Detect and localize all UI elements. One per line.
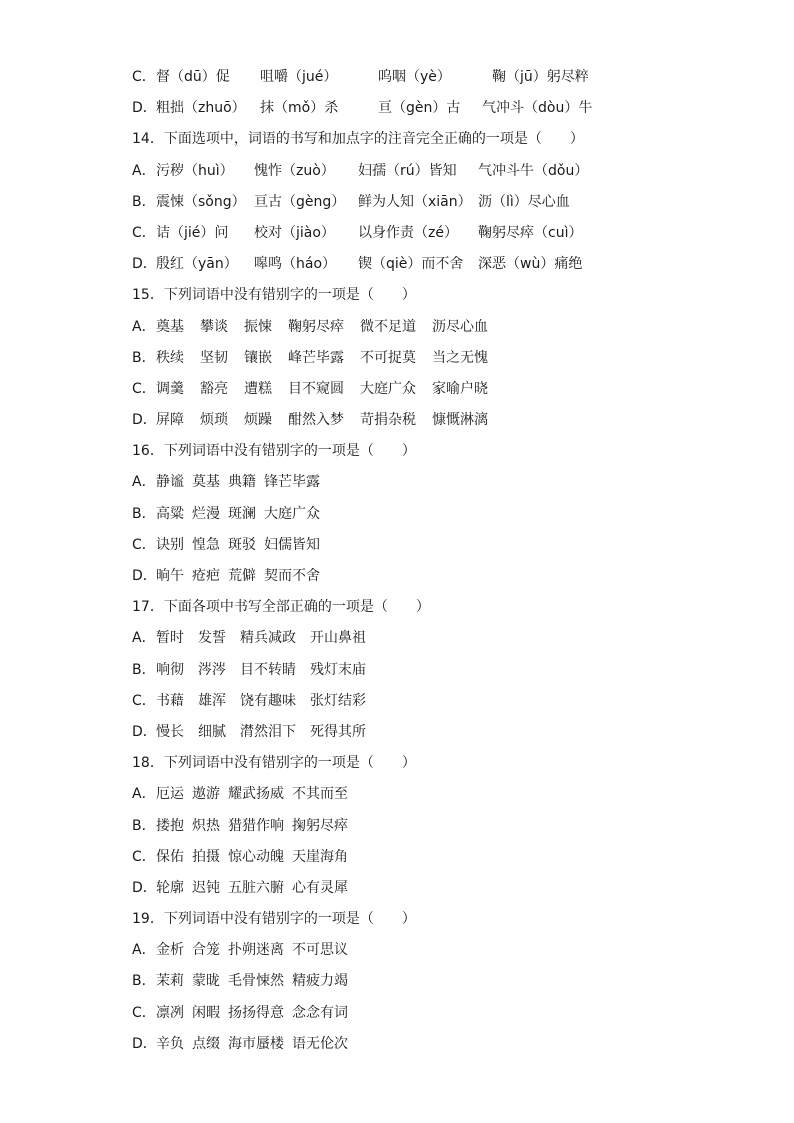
- option-word: 锲（qiè）而不舍: [358, 256, 464, 273]
- option-word: 愧怍（zuò）: [254, 162, 335, 179]
- option-word: 鞠躬尽瘁: [288, 318, 344, 335]
- option-word: 细腻: [198, 723, 226, 740]
- q18-option-a: [132, 779, 732, 810]
- option-word: 秩续: [156, 349, 184, 366]
- q18-title: 18．下列词语中没有错别字的一项是（ ）: [132, 755, 416, 772]
- option-word: 鲜为人知（xiān）: [358, 193, 472, 210]
- option-word: 妇孺（rú）皆知: [358, 162, 457, 179]
- option-word: 耀武扬威: [228, 786, 284, 803]
- option-word: 迟钝: [192, 879, 220, 896]
- q15-option-c: [132, 374, 732, 405]
- option-word: 扑朔迷离: [228, 942, 284, 959]
- option-word: 死得其所: [310, 723, 366, 740]
- option-word: 惊心动魄: [228, 848, 284, 865]
- option-word: 典籍: [228, 474, 256, 491]
- option-word: 苛捐杂税: [360, 412, 416, 429]
- q18-option-d: [132, 873, 732, 904]
- option-label: D．: [132, 568, 157, 584]
- q14-option-b: [132, 187, 732, 218]
- option-label: A．: [132, 630, 156, 647]
- q16-option-b: [132, 499, 732, 530]
- option-word: 拍摄: [192, 848, 220, 865]
- q17-option-d: [132, 717, 732, 748]
- option-word: 家喻户晓: [432, 380, 488, 397]
- option-word: 调羹: [156, 380, 184, 397]
- option-word: 残灯末庙: [310, 661, 366, 678]
- q19-title: 19．下列词语中没有错别字的一项是（ ）: [132, 911, 416, 928]
- option-word: 精兵减政: [240, 630, 296, 647]
- option-word: 厄运: [156, 786, 184, 803]
- option-word: 奠基: [156, 318, 184, 335]
- option-label: B．: [132, 505, 156, 522]
- option-word: 开山鼻祖: [310, 630, 366, 647]
- option-label: D．: [132, 1035, 157, 1052]
- option-word: 疮疤: [192, 568, 220, 584]
- option-word: 抹（mǒ）杀: [260, 100, 339, 117]
- option-word: 搂抱: [156, 817, 184, 834]
- option-word: 涔涔: [198, 661, 226, 678]
- option-word: 攀谈: [200, 318, 228, 335]
- option-word: 沥尽心血: [432, 318, 488, 335]
- option-word: 以身作责（zé）: [358, 224, 458, 241]
- option-word: 目不窥圆: [288, 380, 344, 397]
- option-word: 毛骨悚然: [228, 973, 284, 990]
- option-label: D．: [132, 100, 157, 117]
- option-word: 烂漫: [192, 505, 220, 522]
- option-word: 督（dū）促: [156, 69, 230, 85]
- option-word: 亘（gèn）古: [378, 100, 461, 117]
- option-label: D．: [132, 879, 157, 896]
- option-word: 校对（jiào）: [254, 224, 335, 241]
- option-word: 粗拙（zhuō）: [156, 100, 246, 117]
- option-word: 嗥鸣（háo）: [254, 256, 337, 273]
- question-list: [132, 62, 732, 1060]
- q13-option-d: [132, 93, 732, 124]
- q15-title: 15．下列词语中没有错别字的一项是（ ）: [132, 287, 416, 304]
- option-label: A．: [132, 162, 156, 179]
- q17-option-a: [132, 623, 732, 654]
- option-label: B．: [132, 349, 156, 366]
- option-word: 精疲力竭: [292, 973, 348, 990]
- option-word: 鞠（jū）躬尽粹: [492, 69, 589, 85]
- option-word: 不可思议: [292, 942, 348, 959]
- option-word: 坚韧: [200, 349, 228, 366]
- option-word: 目不转睛: [240, 661, 296, 678]
- option-label: C．: [132, 224, 156, 241]
- option-word: 诀别: [156, 536, 184, 553]
- option-label: C．: [132, 380, 156, 397]
- q18-option-b: [132, 811, 732, 842]
- option-word: 五脏六腑: [228, 879, 284, 896]
- option-word: 辛负: [156, 1035, 184, 1052]
- option-word: 发誓: [198, 630, 226, 647]
- q17-option-c: [132, 686, 732, 717]
- option-word: 契而不舍: [264, 568, 320, 584]
- option-word: 蒙昽: [192, 973, 220, 990]
- option-word: 海市蜃楼: [228, 1035, 284, 1052]
- option-word: 烦琐: [200, 412, 228, 429]
- q19-option-a: [132, 935, 732, 966]
- option-word: 斑澜: [228, 505, 256, 522]
- option-word: 静谧: [156, 474, 184, 491]
- option-label: B．: [132, 193, 156, 210]
- option-word: 振悚: [244, 318, 272, 335]
- option-word: 豁亮: [200, 380, 228, 397]
- q15-option-b: [132, 343, 732, 374]
- option-word: 深恶（wù）痛绝: [478, 256, 583, 273]
- option-word: 峰芒毕露: [288, 349, 344, 366]
- option-word: 大庭广众: [264, 505, 320, 522]
- option-word: 猎猎作响: [228, 817, 284, 834]
- q14-title: 14．下面选项中，词语的书写和加点字的注音完全正确的一项是（ ）: [132, 131, 584, 148]
- option-word: 书藉: [156, 692, 184, 709]
- option-word: 烦躁: [244, 412, 272, 429]
- option-word: 遭糕: [244, 380, 272, 397]
- option-word: 污秽（huì）: [156, 162, 234, 179]
- option-word: 呜咽（yè）: [378, 69, 451, 85]
- q16-option-c: [132, 530, 732, 561]
- option-word: 凛冽: [156, 1004, 184, 1021]
- option-word: 高粱: [156, 505, 184, 522]
- option-word: 不其而至: [292, 786, 348, 803]
- q16-option-a: [132, 467, 732, 498]
- q19-option-b: [132, 966, 732, 997]
- option-word: 天崖海角: [292, 848, 348, 865]
- option-word: 饶有趣味: [240, 692, 296, 709]
- option-word: 保佑: [156, 848, 184, 865]
- option-word: 轮廓: [156, 879, 184, 896]
- option-word: 慷慨淋漓: [432, 412, 488, 429]
- option-label: B．: [132, 661, 156, 678]
- option-word: 暂时: [156, 630, 184, 647]
- option-word: 念念有词: [292, 1004, 348, 1021]
- q13-option-c: [132, 62, 732, 93]
- option-label: D．: [132, 256, 157, 273]
- option-label: C．: [132, 69, 156, 85]
- option-word: 荒僻: [228, 568, 256, 584]
- q19-option-d: [132, 1029, 732, 1060]
- option-word: 响彻: [156, 661, 184, 678]
- option-word: 潸然泪下: [240, 723, 296, 740]
- option-label: A．: [132, 318, 156, 335]
- option-label: B．: [132, 817, 156, 834]
- option-word: 心有灵犀: [292, 879, 348, 896]
- option-word: 茉莉: [156, 973, 184, 990]
- option-word: 不可捉莫: [360, 349, 416, 366]
- option-label: C．: [132, 848, 156, 865]
- q16-title: 16．下列词语中没有错别字的一项是（ ）: [132, 443, 416, 460]
- option-word: 惶急: [192, 536, 220, 553]
- q14-option-a: [132, 156, 732, 187]
- option-word: 鞠躬尽瘁（cuì）: [478, 224, 583, 241]
- option-word: 大庭广众: [360, 380, 416, 397]
- option-word: 殷红（yān）: [156, 256, 238, 273]
- option-word: 镶嵌: [244, 349, 272, 366]
- q14-option-d: [132, 249, 732, 280]
- option-word: 慢长: [156, 723, 184, 740]
- option-word: 晌午: [156, 568, 184, 584]
- option-word: 金析: [156, 942, 184, 959]
- option-word: 气冲斗（dòu）牛: [482, 100, 593, 117]
- option-word: 诘（jié）问: [156, 224, 229, 241]
- option-word: 扬扬得意: [228, 1004, 284, 1021]
- option-word: 沥（lì）尽心血: [478, 193, 570, 210]
- option-word: 气冲斗牛（dǒu）: [478, 162, 589, 179]
- option-word: 炽热: [192, 817, 220, 834]
- option-word: 闲暇: [192, 1004, 220, 1021]
- q17-option-b: [132, 655, 732, 686]
- option-word: 掬躬尽瘁: [292, 817, 348, 834]
- option-word: 当之无愧: [432, 349, 488, 366]
- q14-option-c: [132, 218, 732, 249]
- option-word: 妇儒皆知: [264, 536, 320, 553]
- q16-option-d: [132, 561, 732, 592]
- q19-option-c: [132, 998, 732, 1029]
- option-word: 遨游: [192, 786, 220, 803]
- option-word: 语无伦次: [292, 1035, 348, 1052]
- option-label: D．: [132, 412, 157, 429]
- option-word: 咀嚼（jué）: [260, 69, 338, 85]
- option-label: A．: [132, 786, 156, 803]
- option-word: 屏障: [156, 412, 184, 429]
- option-word: 莫基: [192, 474, 220, 491]
- q18-option-c: [132, 842, 732, 873]
- option-word: 锋芒毕露: [264, 474, 320, 491]
- option-label: B．: [132, 973, 156, 990]
- option-word: 斑驳: [228, 536, 256, 553]
- option-label: A．: [132, 474, 156, 491]
- option-label: A．: [132, 942, 156, 959]
- q17-title: 17．下面各项中书写全部正确的一项是（ ）: [132, 599, 430, 616]
- option-word: 震悚（sǒng）: [156, 193, 246, 210]
- option-label: D．: [132, 723, 157, 740]
- option-word: 亘古（gèng）: [254, 193, 346, 210]
- option-word: 合笼: [192, 942, 220, 959]
- option-word: 酣然入梦: [288, 412, 344, 429]
- q15-option-d: [132, 405, 732, 436]
- q15-option-a: [132, 312, 732, 343]
- option-label: C．: [132, 1004, 156, 1021]
- option-word: 点缀: [192, 1035, 220, 1052]
- option-word: 雄浑: [198, 692, 226, 709]
- option-label: C．: [132, 536, 156, 553]
- option-word: 微不足道: [360, 318, 416, 335]
- option-word: 张灯结彩: [310, 692, 366, 709]
- option-label: C．: [132, 692, 156, 709]
